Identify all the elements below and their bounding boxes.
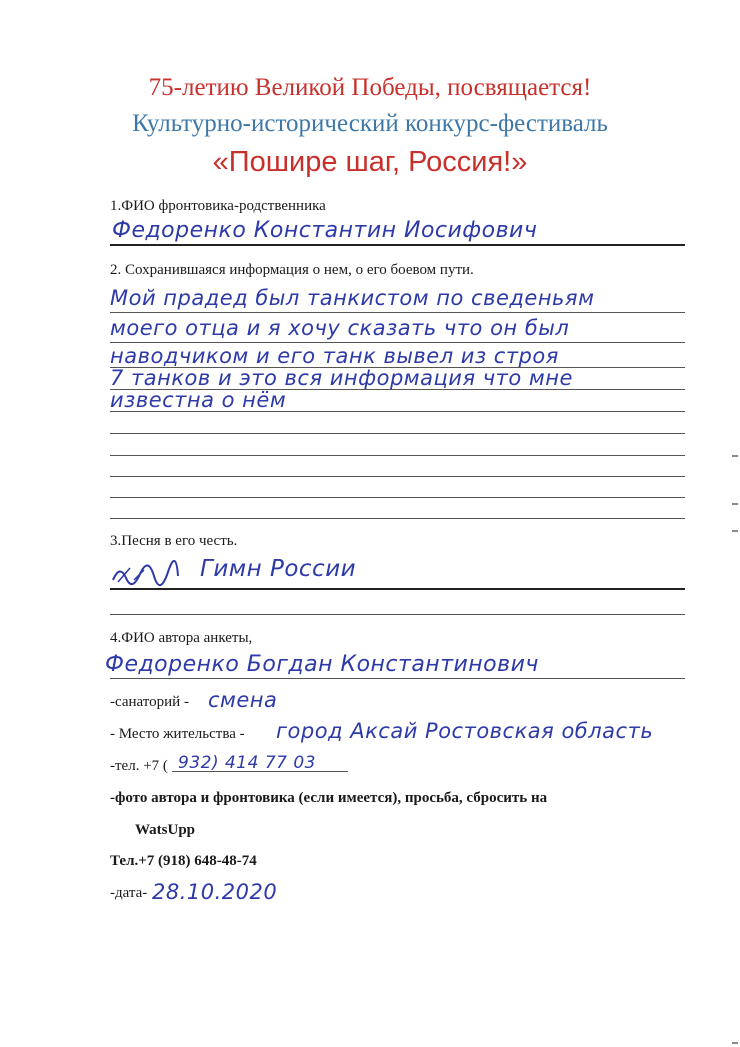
section2-rule-2: [110, 342, 685, 343]
section2-answer-line5: известна о нём: [110, 388, 287, 412]
section2-answer-line1: Мой прадед был танкистом по сведеньям: [110, 286, 595, 310]
section2-rule-10: [110, 518, 685, 519]
header-title-line2: Культурно-исторический конкурс-фестиваль: [132, 110, 608, 137]
section2-answer-line2: моего отца и я хочу сказать что он был: [110, 316, 570, 340]
section3-label: 3.Песня в его честь.: [110, 533, 238, 549]
photo-note: -фото автора и фронтовика (если имеется), просьба, сбросить на: [110, 790, 548, 806]
section4-label: 4.ФИО автора анкеты,: [110, 630, 253, 646]
section2-rule-7: [110, 455, 685, 456]
scan-edge-mark: [732, 530, 738, 532]
date-value: 28.10.2020: [152, 880, 278, 904]
section2-label: 2. Сохранившаяся информация о нем, о его боевом пути.: [110, 262, 474, 278]
section3-rule-2: [110, 614, 685, 615]
section4-answer: Федоренко Богдан Константинович: [105, 652, 539, 677]
section1-answer: Федоренко Константин Иосифович: [112, 218, 538, 243]
section2-rule-5: [110, 411, 685, 412]
phone-value: 932) 414 77 03: [178, 753, 317, 773]
header-title-line1: 75-летию Великой Победы, посвящается!: [148, 74, 592, 101]
phone-label: -тел. +7 (: [110, 758, 168, 774]
contact-phone: Тел.+7 (918) 648-48-74: [110, 853, 257, 869]
section2-rule-6: [110, 433, 685, 434]
phone-underline: [172, 771, 348, 772]
scribble-mark: [110, 560, 180, 586]
section3-answer: Гимн России: [200, 556, 357, 582]
messenger-name: WatsUpp: [135, 822, 196, 838]
date-label: -дата-: [110, 885, 148, 901]
residence-value: город Аксай Ростовская область: [276, 719, 654, 743]
section4-underline: [110, 678, 685, 679]
section1-underline: [110, 244, 685, 246]
scan-edge-mark: [732, 455, 738, 457]
header-title-line3: «Пошире шаг, Россия!»: [212, 146, 528, 178]
sanatorium-value: смена: [208, 688, 278, 712]
section3-underline: [110, 588, 685, 590]
section1-label: 1.ФИО фронтовика-родственника: [110, 198, 326, 214]
sanatorium-label: -санаторий -: [110, 694, 189, 710]
scan-edge-mark: [732, 503, 738, 505]
section2-rule-1: [110, 312, 685, 313]
section2-answer-line3: наводчиком и его танк вывел из строя: [110, 344, 559, 368]
residence-label: - Место жительства -: [110, 726, 245, 742]
scan-edge-mark: [732, 1042, 738, 1044]
section2-rule-9: [110, 497, 685, 498]
section2-rule-8: [110, 476, 685, 477]
section2-answer-line4: 7 танков и это вся информация что мне: [110, 366, 573, 390]
